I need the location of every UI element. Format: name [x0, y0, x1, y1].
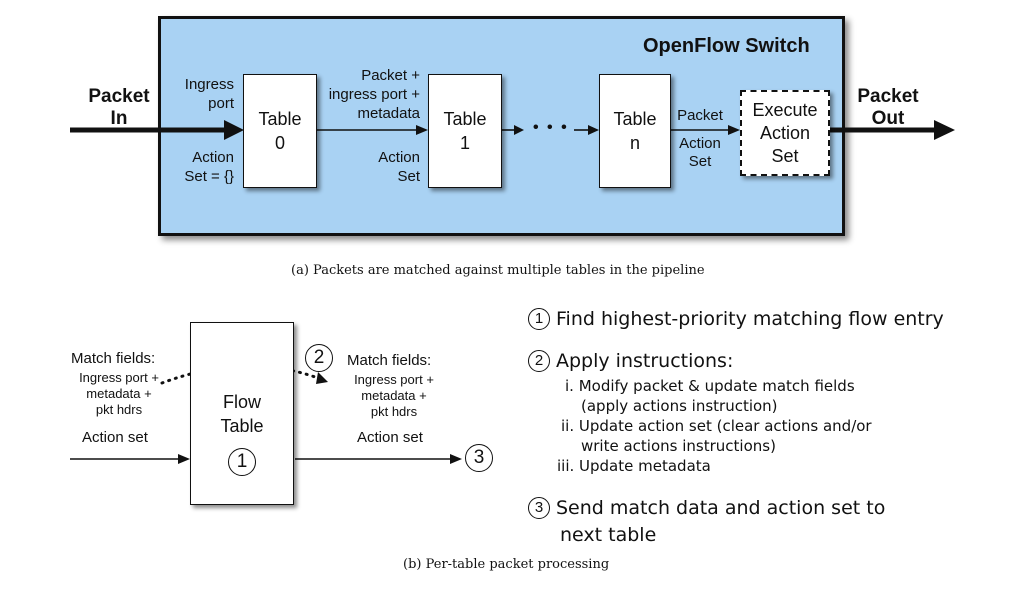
mid-action-line1: Action — [378, 149, 420, 166]
table-0-index: 0 — [274, 133, 285, 153]
packet-in-line2: In — [110, 108, 128, 129]
step-2-sub-1: i. Modify packet & update match fields — [565, 377, 855, 395]
execute-line1: Execute — [752, 99, 818, 120]
step-3-text-cont: next table — [560, 524, 657, 546]
action-set-init-line2: Set = {} — [184, 168, 234, 185]
step-2-number: 2 — [528, 350, 550, 372]
end-action-line1: Action — [679, 135, 721, 152]
mid-action-line2: Set — [397, 168, 420, 185]
table-1-name: Table — [443, 109, 487, 129]
right-match-line3: pkt hdrs — [370, 404, 418, 419]
table-1-index: 1 — [459, 133, 470, 153]
step-2-sub-2: (apply actions instruction) — [581, 397, 778, 415]
table-n-name: Table — [613, 109, 657, 129]
mid-label-line2: ingress port + — [328, 86, 420, 103]
step-1-number: 1 — [528, 308, 550, 330]
step-2-marker: 2 — [305, 344, 333, 372]
step-3 — [528, 497, 885, 519]
end-action-line2: Set — [688, 153, 712, 170]
packet-out-line1: Packet — [857, 86, 919, 107]
right-match-fields — [348, 372, 440, 420]
left-match-line2: metadata + — [86, 386, 152, 401]
action-set-init-line1: Action — [192, 149, 234, 166]
left-action-set-label: Action set — [82, 429, 148, 446]
step-2 — [528, 350, 733, 372]
caption-a: (a) Packets are matched against multiple tables in the pipeline — [291, 263, 705, 278]
right-match-line1: Ingress port + — [354, 372, 434, 387]
ingress-line1: Ingress — [184, 76, 234, 93]
right-match-line2: metadata + — [361, 388, 427, 403]
left-match-line3: pkt hdrs — [95, 402, 143, 417]
switch-title: OpenFlow Switch — [643, 35, 810, 57]
step-1-marker: 1 — [228, 448, 256, 476]
left-match-line1: Ingress port + — [79, 370, 159, 385]
table-n-index: n — [629, 133, 640, 153]
packet-in-line1: Packet — [88, 86, 150, 107]
right-action-set-label: Action set — [357, 429, 423, 446]
flow-table-line1: Flow — [222, 392, 261, 412]
step-3-marker: 3 — [465, 444, 493, 472]
step-2-sub-4: write actions instructions) — [581, 437, 776, 455]
step-2-sub-5: iii. Update metadata — [557, 457, 711, 475]
right-match-title: Match fields: — [347, 352, 432, 369]
mid-label-line1: Packet + — [361, 67, 420, 84]
step-3-text: Send match data and action set to — [556, 497, 886, 519]
step-2-sub-3: ii. Update action set (clear actions and/or — [561, 417, 872, 435]
mid-label-line3: metadata — [357, 105, 420, 122]
flow-table-line2: Table — [220, 416, 264, 436]
step-3-number: 3 — [528, 497, 550, 519]
execute-line2: Action — [759, 122, 811, 143]
step-1-text: Find highest-priority matching flow entry — [556, 308, 944, 330]
left-match-title: Match fields: — [71, 350, 156, 367]
caption-b: (b) Per-table packet processing — [403, 557, 610, 572]
ingress-line2: port — [208, 95, 234, 112]
flow-table-box — [190, 322, 294, 505]
end-packet-label: Packet — [677, 107, 723, 124]
left-match-fields — [73, 370, 165, 418]
step-2-text: Apply instructions: — [556, 350, 734, 372]
execute-line3: Set — [771, 145, 799, 166]
packet-out-line2: Out — [871, 108, 905, 129]
table-0-name: Table — [258, 109, 302, 129]
pipeline-ellipsis: • • • — [533, 119, 569, 136]
step-1 — [528, 308, 944, 330]
